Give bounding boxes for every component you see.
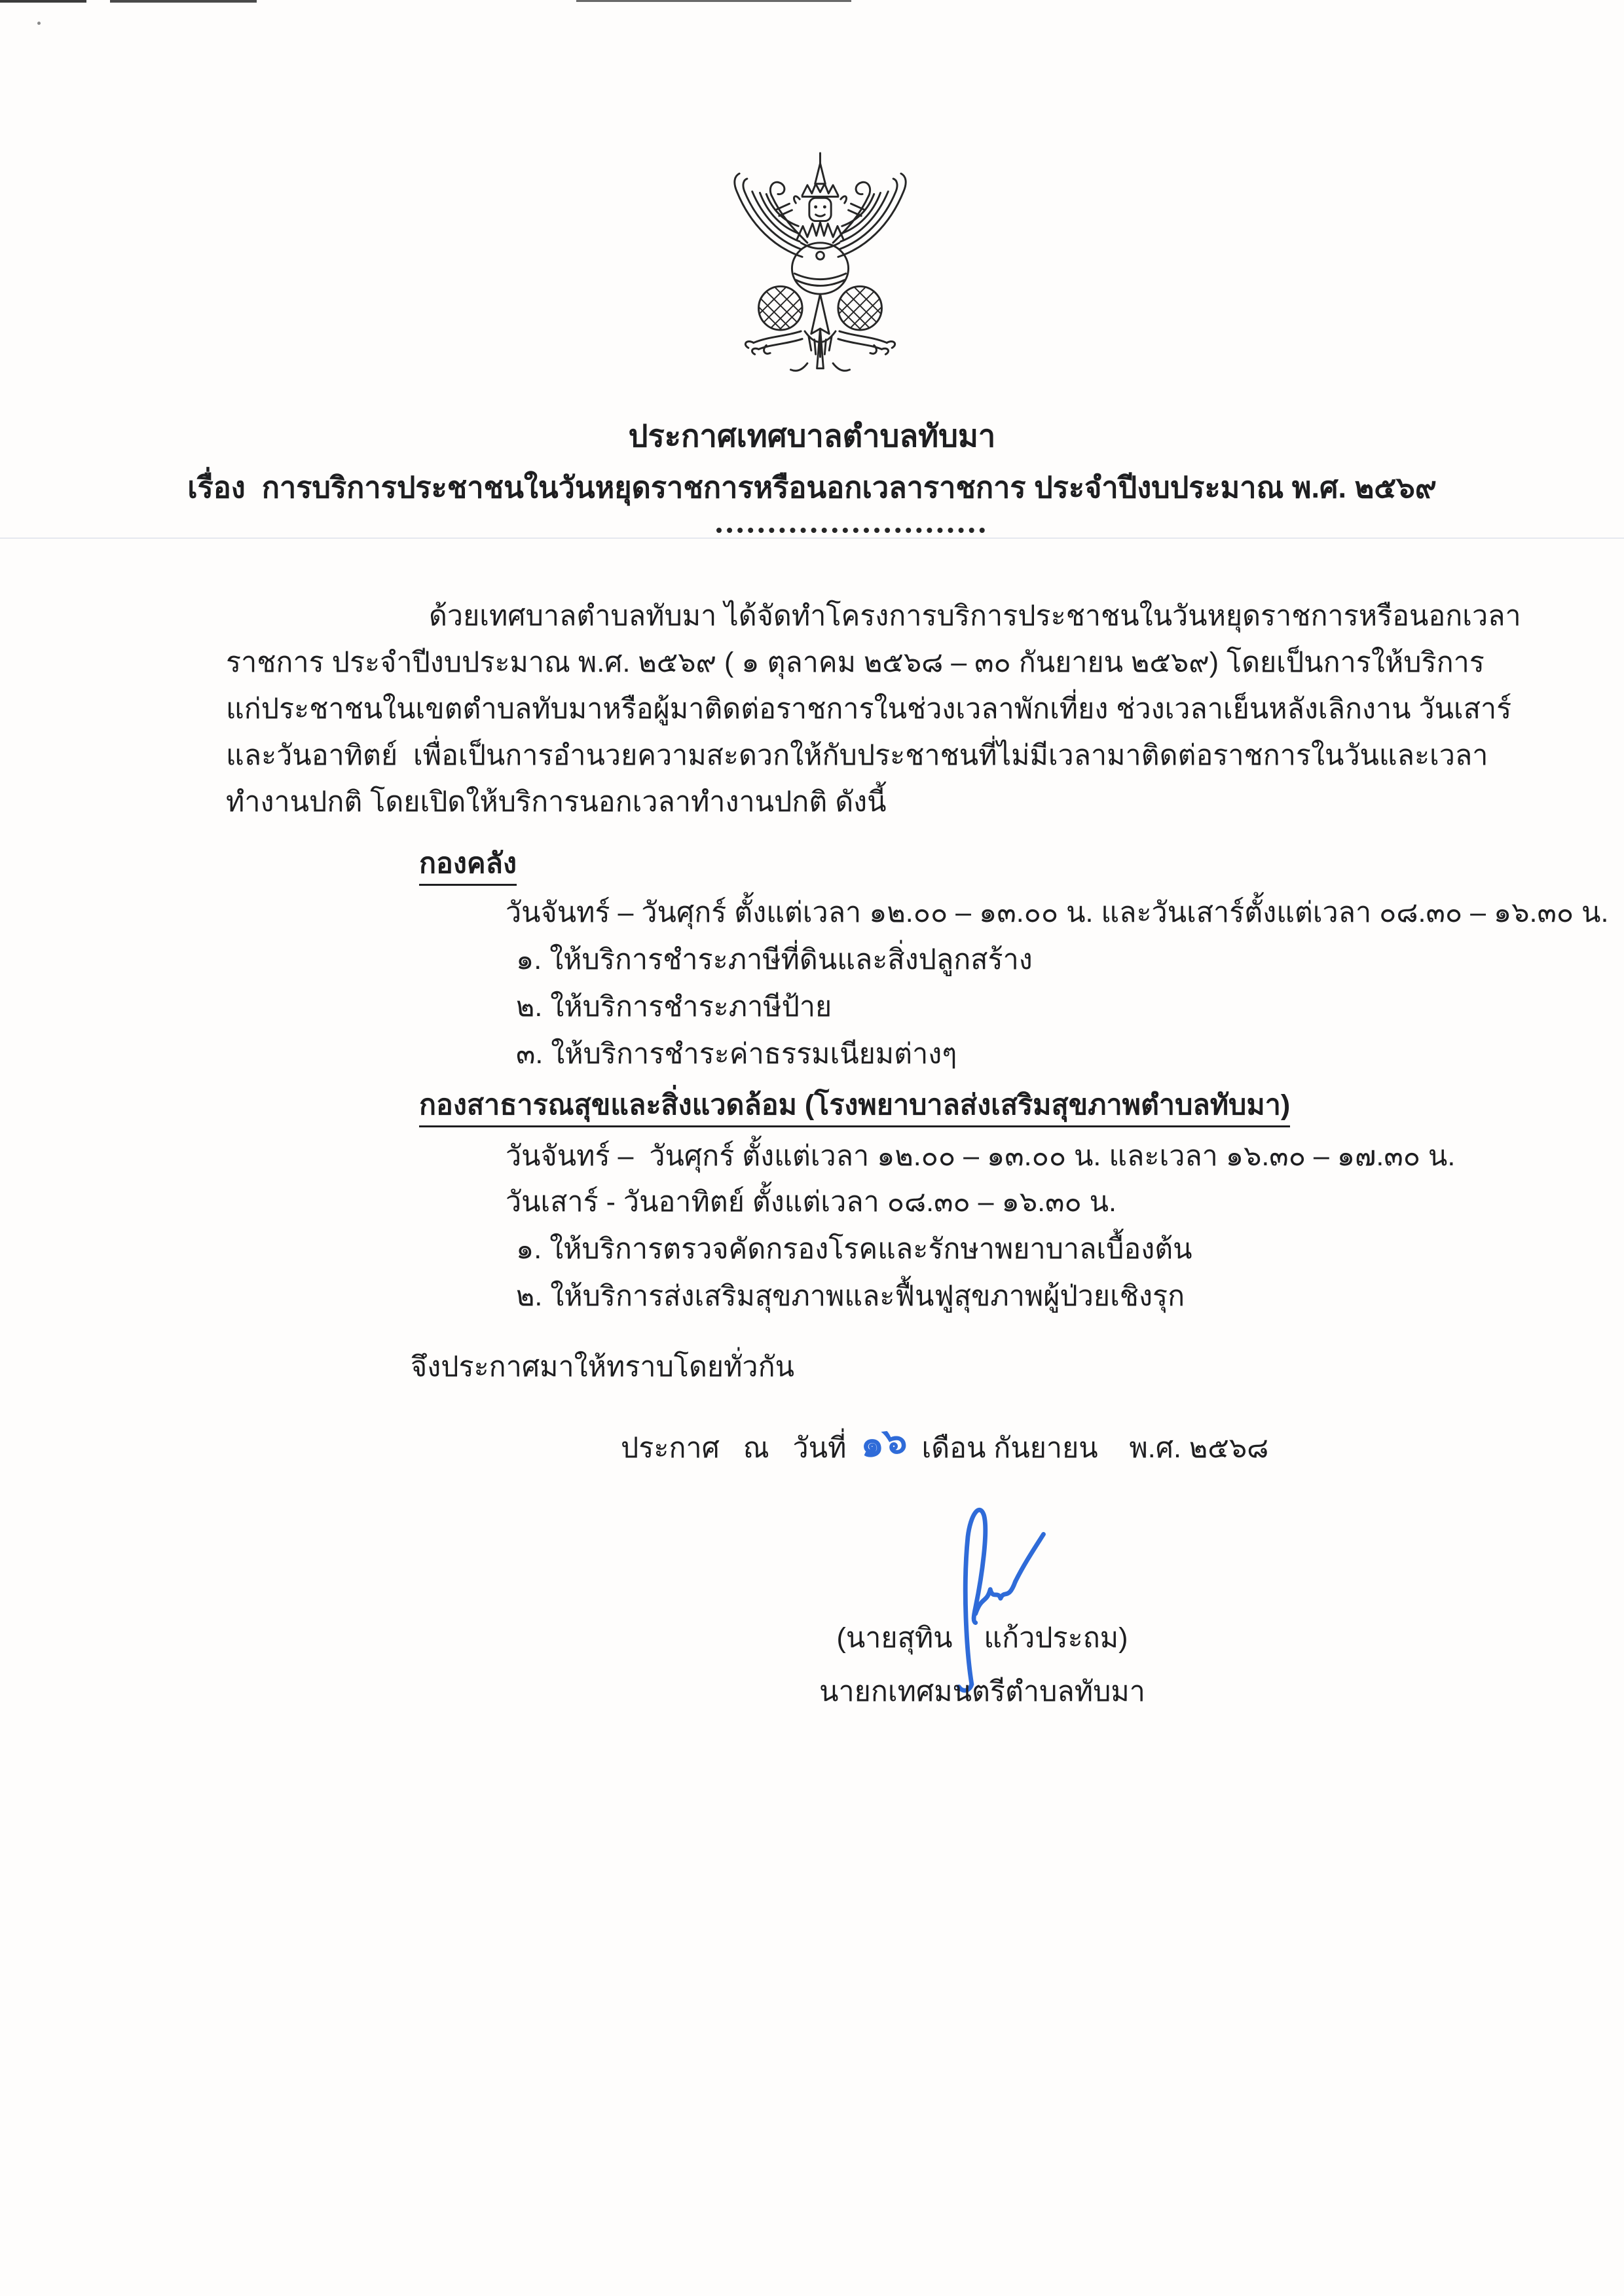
schedule-line: วันเสาร์ - วันอาทิตย์ ตั้งแต่เวลา ๐๘.๓๐ – ๑๖.๓๐ น. [506,1186,1116,1218]
closing-statement: จึงประกาศมาให้ทราบโดยทั่วกัน [411,1351,795,1383]
scan-artifact-top-left [0,0,86,3]
service-item: ๒. ให้บริการชำระภาษีป้าย [516,991,832,1023]
document-title: ประกาศเทศบาลตำบลทับมา [628,418,996,453]
issuance-prefix: ประกาศ ณ วันที่ [621,1432,847,1464]
intro-line: ทำงานปกติ โดยเปิดให้บริการนอกเวลาทำงานปกติ ดังนี้ [226,786,887,818]
signature-ink [905,1491,1059,1698]
schedule-line: วันจันทร์ – วันศุกร์ ตั้งแต่เวลา ๑๒.๐๐ – ๑๓.๐๐ น. และวันเสาร์ตั้งแต่เวลา ๐๘.๓๐ – ๑๖.๓๐ น. [506,897,1609,928]
document-subject: เรื่อง การบริการประชาชนในวันหยุดราชการหรือนอกเวลาราชการ ประจำปีงบประมาณ พ.ศ. ๒๕๖๙ [187,471,1437,504]
handwritten-day: ๑๖ [858,1418,910,1466]
section-heading-public-health: กองสาธารณสุขและสิ่งแวดล้อม (โรงพยาบาลส่งเสริมสุขภาพตำบลทับมา) [419,1088,1290,1127]
intro-line: ราชการ ประจำปีงบประมาณ พ.ศ. ๒๕๖๙ ( ๑ ตุลาคม ๒๕๖๘ – ๓๐ กันยายน ๒๕๖๙) โดยเป็นการให้บริการ [226,647,1485,678]
scan-artifact-top-left-2 [110,0,257,3]
section-heading-finance: กองคลัง [419,847,517,886]
service-item: ๑. ให้บริการชำระภาษีที่ดินและสิ่งปลูกสร้าง [516,944,1033,975]
signer-position: นายกเทศมนตรีตำบลทับมา [819,1676,1145,1707]
scan-speck [37,22,41,25]
issuance-suffix: เดือน กันยายน พ.ศ. ๒๕๖๘ [921,1432,1269,1464]
service-item: ๒. ให้บริการส่งเสริมสุขภาพและฟื้นฟูสุขภาพผู้ป่วยเชิงรุก [516,1281,1185,1312]
dotted-divider [716,515,985,533]
service-item: ๑. ให้บริการตรวจคัดกรองโรคและรักษาพยาบาลเบื้องต้น [516,1233,1192,1265]
signer-name: (นายสุทิน แก้วประถม) [836,1622,1128,1654]
intro-line: และวันอาทิตย์ เพื่อเป็นการอำนวยความสะดวกให้กับประชาชนที่ไม่มีเวลามาติดต่อราชการในวันและเวลา [226,740,1488,771]
issuance-line [621,1418,1269,1468]
intro-line: ด้วยเทศบาลตำบลทับมา ได้จัดทำโครงการบริการประชาชนในวันหยุดราชการหรือนอกเวลา [429,600,1521,632]
scan-artifact-top-center [576,0,851,2]
schedule-line: วันจันทร์ – วันศุกร์ ตั้งแต่เวลา ๑๒.๐๐ – ๑๓.๐๐ น. และเวลา ๑๖.๓๐ – ๑๗.๓๐ น. [506,1140,1456,1172]
garuda-emblem-icon [701,147,940,390]
scan-band-line [0,538,1624,539]
service-item: ๓. ให้บริการชำระค่าธรรมเนียมต่างๆ [516,1038,957,1070]
intro-line: แก่ประชาชนในเขตตำบลทับมาหรือผู้มาติดต่อราชการในช่วงเวลาพักเที่ยง ช่วงเวลาเย็นหลังเลิกงาน วันเสาร์ [226,693,1512,725]
